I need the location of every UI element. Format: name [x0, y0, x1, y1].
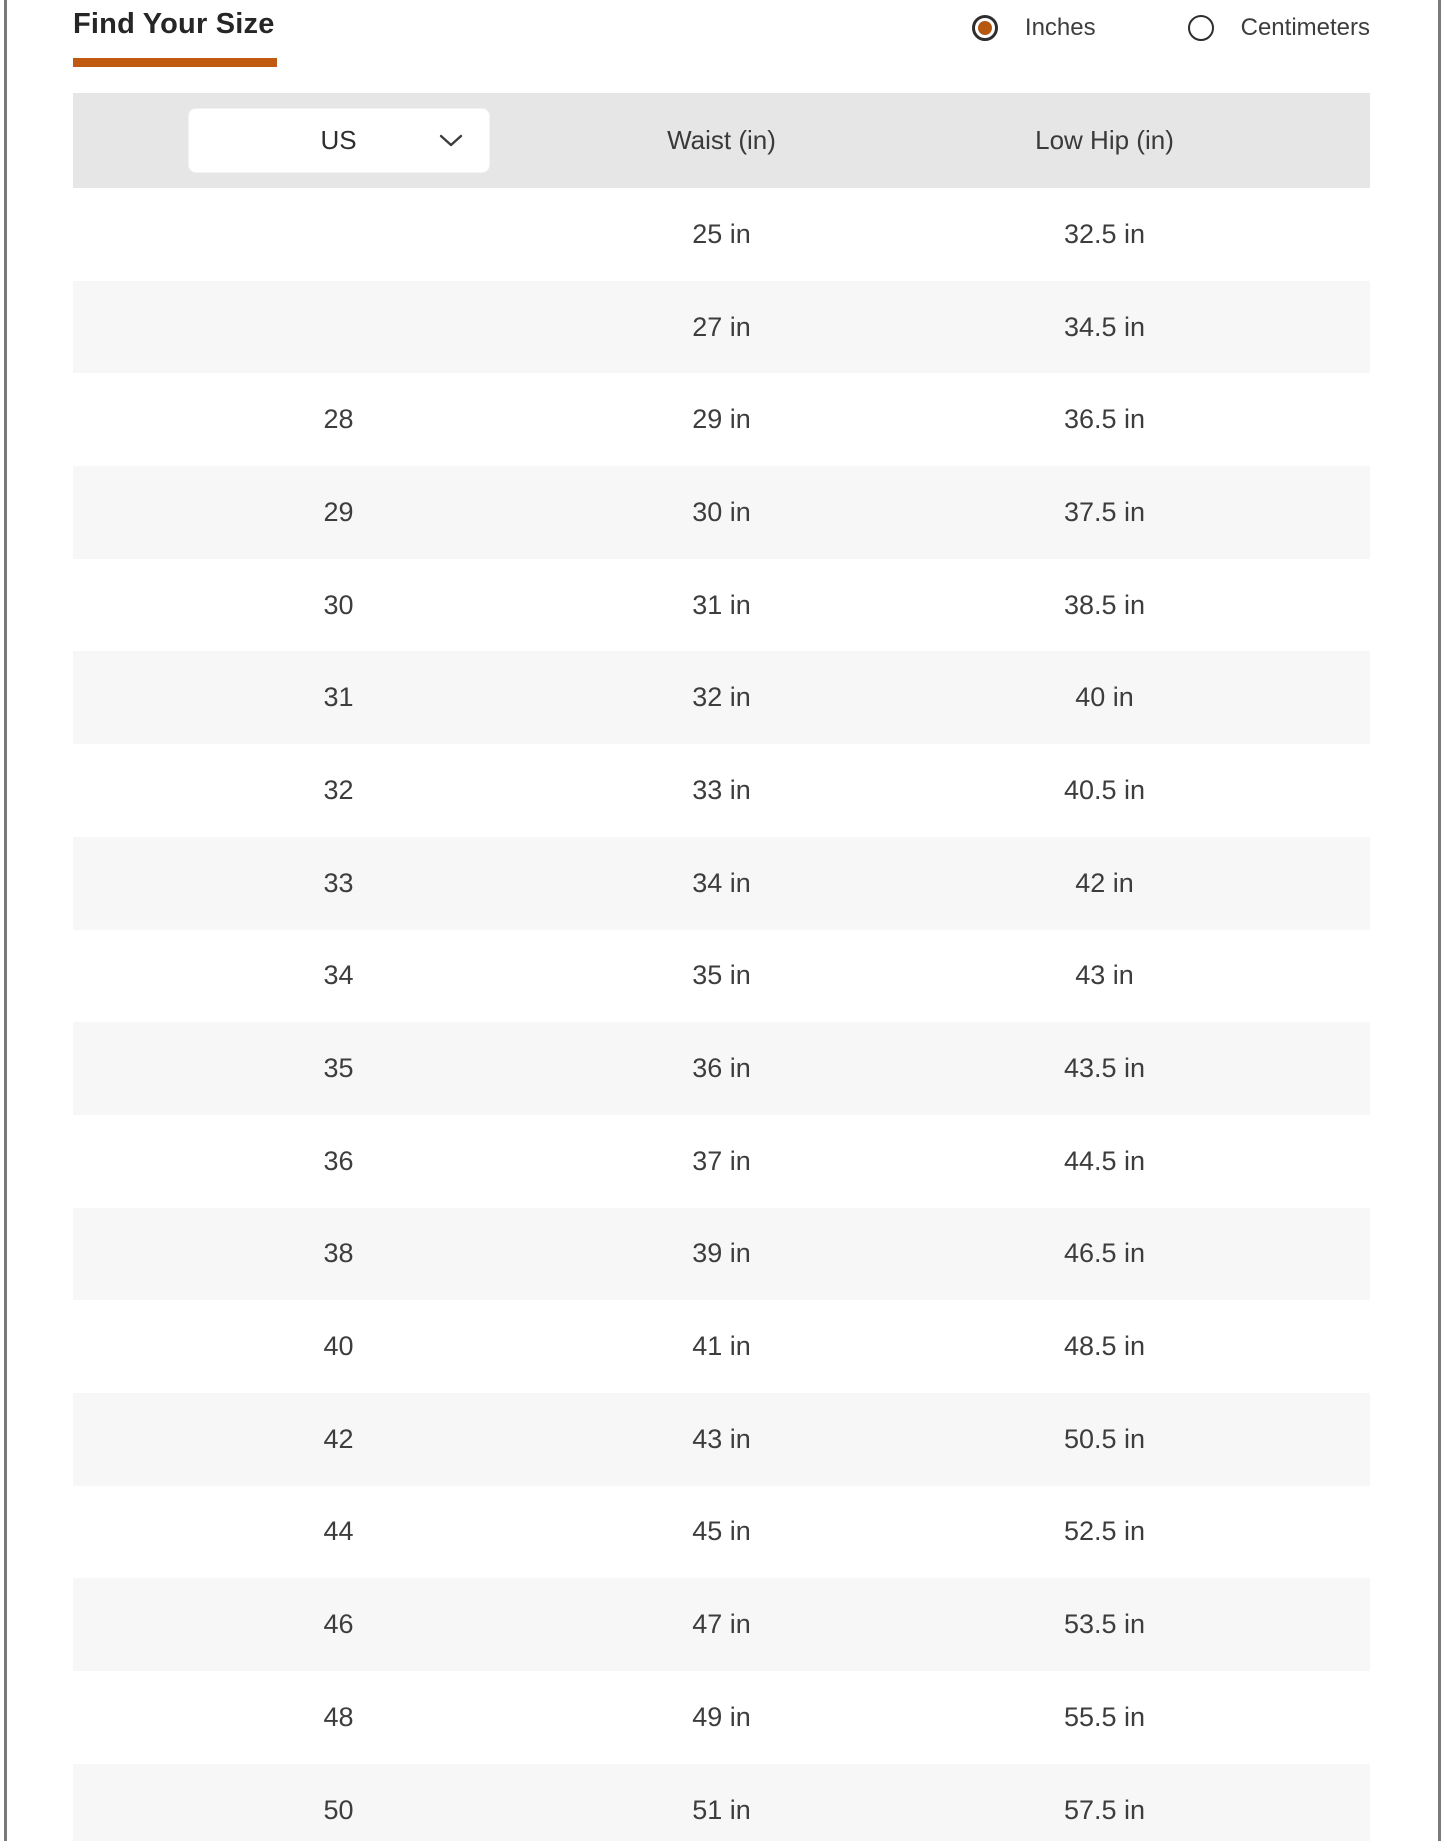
region-select-dropdown[interactable]	[188, 108, 490, 173]
waist-cell: 37 in	[692, 1145, 751, 1176]
table-row	[73, 744, 1370, 837]
table-row	[73, 1486, 1370, 1579]
waist-cell: 33 in	[692, 774, 751, 805]
us-size-cell: 36	[323, 1145, 354, 1176]
us-size-cell: 28	[323, 404, 354, 435]
page-title: Find Your Size	[73, 8, 275, 40]
table-row	[73, 1115, 1370, 1208]
us-size-cell: 30	[323, 589, 354, 620]
table-row	[73, 1393, 1370, 1486]
table-row	[73, 837, 1370, 930]
waist-cell: 49 in	[692, 1701, 751, 1732]
low-hip-cell: 53.5 in	[1063, 1609, 1146, 1640]
us-size-cell: 33	[323, 867, 354, 898]
unit-toggle-group	[972, 14, 1370, 42]
column-header-lowhip: Low Hip (in)	[1035, 125, 1174, 155]
waist-cell: 36 in	[692, 1053, 751, 1084]
waist-cell: 41 in	[692, 1331, 751, 1362]
us-size-cell: 38	[323, 1238, 354, 1269]
waist-cell: 32 in	[692, 682, 751, 713]
us-size-cell: 48	[323, 1701, 354, 1732]
us-size-cell: 34	[323, 960, 354, 991]
waist-cell: 35 in	[692, 960, 751, 991]
column-header-us	[147, 108, 530, 173]
low-hip-cell: 55.5 in	[1063, 1701, 1146, 1732]
waist-cell: 29 in	[692, 404, 751, 435]
table-row	[73, 651, 1370, 744]
us-size-cell: 46	[323, 1609, 354, 1640]
low-hip-cell: 43 in	[1075, 960, 1134, 991]
table-row	[73, 1022, 1370, 1115]
panel-left-border	[4, 0, 7, 1841]
unit-label-centimeters: Centimeters	[1240, 14, 1370, 41]
low-hip-cell: 44.5 in	[1063, 1145, 1146, 1176]
low-hip-cell: 42 in	[1075, 867, 1134, 898]
waist-cell: 34 in	[692, 867, 751, 898]
low-hip-cell: 57.5 in	[1063, 1794, 1146, 1825]
waist-cell: 31 in	[692, 589, 751, 620]
waist-cell: 27 in	[692, 311, 751, 342]
low-hip-cell: 36.5 in	[1063, 404, 1146, 435]
table-row	[73, 188, 1370, 281]
low-hip-cell: 37.5 in	[1063, 496, 1146, 527]
low-hip-cell: 43.5 in	[1063, 1053, 1146, 1084]
size-table-header-row	[73, 93, 1370, 188]
low-hip-cell: 38.5 in	[1063, 589, 1146, 620]
waist-cell: 45 in	[692, 1516, 751, 1547]
title-accent-underline	[73, 58, 277, 67]
table-row	[73, 1300, 1370, 1393]
table-row	[73, 1578, 1370, 1671]
low-hip-cell: 52.5 in	[1063, 1516, 1146, 1547]
us-size-cell: 31	[323, 682, 354, 713]
us-size-cell: 32	[323, 774, 354, 805]
us-size-cell: 40	[323, 1331, 354, 1362]
low-hip-cell: 32.5 in	[1063, 218, 1146, 249]
size-guide-topbar	[73, 8, 1370, 67]
table-row	[73, 373, 1370, 466]
us-size-cell: 44	[323, 1516, 354, 1547]
table-row	[73, 930, 1370, 1023]
table-row	[73, 559, 1370, 652]
waist-cell: 30 in	[692, 496, 751, 527]
unit-label-inches: Inches	[1024, 14, 1096, 41]
low-hip-cell: 40 in	[1075, 682, 1134, 713]
us-size-cell: 35	[323, 1053, 354, 1084]
table-row	[73, 1671, 1370, 1764]
us-size-cell: 50	[323, 1794, 354, 1825]
us-size-cell: 42	[323, 1423, 354, 1454]
low-hip-cell: 48.5 in	[1063, 1331, 1146, 1362]
panel-right-border	[1438, 0, 1441, 1841]
waist-cell: 43 in	[692, 1423, 751, 1454]
size-table	[73, 93, 1370, 1841]
radio-unselected-icon[interactable]	[1188, 15, 1214, 41]
radio-selected-icon[interactable]	[972, 15, 998, 41]
unit-option-inches[interactable]	[972, 14, 1096, 42]
region-select-value: US	[320, 125, 357, 155]
column-header-waist: Waist (in)	[667, 125, 776, 155]
table-row	[73, 281, 1370, 374]
waist-cell: 47 in	[692, 1609, 751, 1640]
table-row	[73, 1764, 1370, 1841]
unit-option-centimeters[interactable]	[1188, 14, 1370, 42]
us-size-cell: 29	[323, 496, 354, 527]
table-row	[73, 1208, 1370, 1301]
chevron-down-icon	[439, 134, 463, 148]
low-hip-cell: 40.5 in	[1063, 774, 1146, 805]
low-hip-cell: 46.5 in	[1063, 1238, 1146, 1269]
low-hip-cell: 34.5 in	[1063, 311, 1146, 342]
waist-cell: 51 in	[692, 1794, 751, 1825]
waist-cell: 39 in	[692, 1238, 751, 1269]
table-row	[73, 466, 1370, 559]
waist-cell: 25 in	[692, 218, 751, 249]
title-block	[73, 8, 277, 67]
low-hip-cell: 50.5 in	[1063, 1423, 1146, 1454]
radio-dot-icon	[978, 21, 992, 35]
size-table-body	[73, 188, 1370, 1841]
